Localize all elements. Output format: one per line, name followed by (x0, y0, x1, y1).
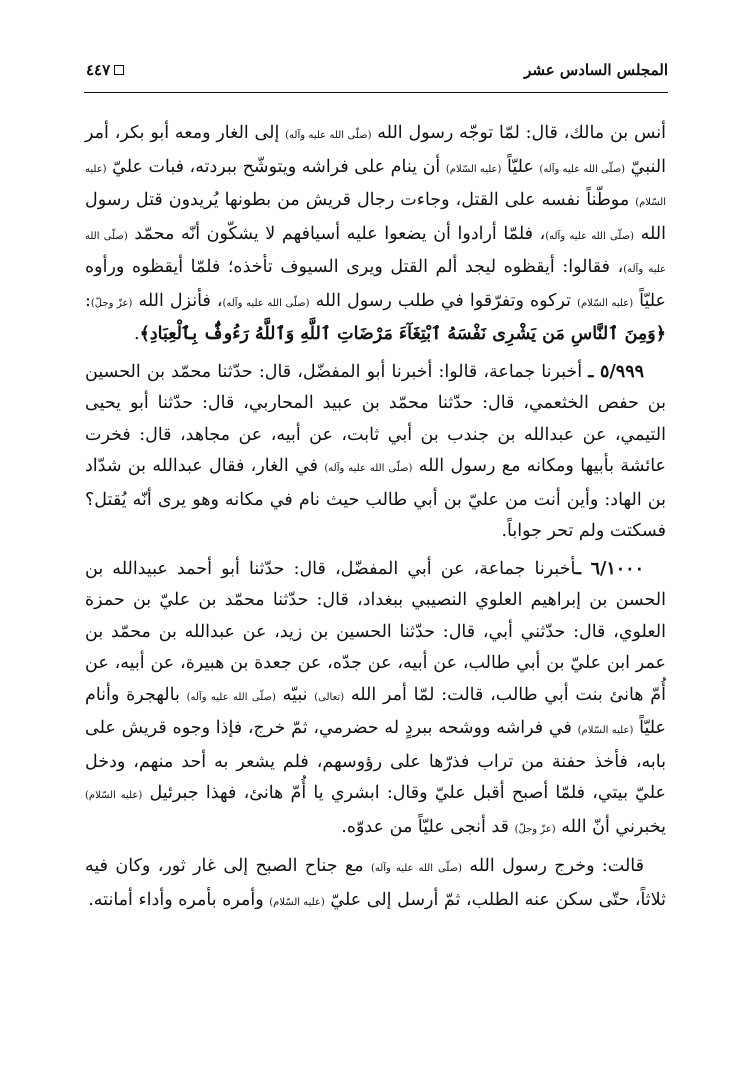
text-run: قد أنجى عليّاً من عدوّه. (341, 816, 515, 837)
text-run: موطّناً نفسه على القتل، وجاءت رجال قريش من بطونها يُريدون قتل رسول الله (85, 190, 666, 244)
hadith-number: ٥/٩٩٩ ـ (588, 361, 644, 382)
text-run: ، فأنزل الله (132, 290, 223, 311)
running-header (86, 58, 668, 82)
honorific: (عليه السّلام) (577, 725, 634, 736)
honorific: (صلّى الله عليه وآله) (85, 230, 666, 275)
text-run: في فراشه ووشحه ببردٍ له حضرمي، ثمّ خرج، فإذا وجوه قريش على بابه، فأخذ حفنة من تراب فذرّها على رؤوسهم، فلم يشعر به أحد منهم، ودخل عليّ بيتي، فلمّا أصبح أقبل عليّ وقال: ابشري يا أُمّ هانئ، فهذا جبرئيل (85, 718, 667, 803)
honorific: (عزّ وجلّ) (514, 823, 556, 835)
honorific: (عليه السّلام) (85, 790, 143, 801)
chapter-title: المجلس السادس عشر (524, 61, 668, 79)
honorific: (عليه السّلام) (577, 297, 634, 309)
text-run: قالت: وخرج رسول الله (461, 856, 644, 876)
text-run: أن ينام على فراشه ويتوشّح ببردته، فبات عليّ (106, 156, 446, 177)
honorific: (صلّى الله عليه وآله) (539, 163, 626, 175)
page-number-value: ٤٤٧ (86, 61, 111, 79)
page-number (86, 61, 124, 79)
text-run: في الغار، فقال عبدالله بن شدّاد بن الهاد: وأين أنت من عليّ بن أبي طالب حيث نام في مكانه وهو يرى أنّه يُقتل؟ فسكتت ولم تحر جواباً. (85, 456, 666, 541)
header-divider (84, 92, 668, 93)
honorific: (صلّى الله عليه وآله) (370, 863, 462, 874)
text-run: أنس بن مالك، قال: لمّا توجّه رسول الله (371, 123, 666, 143)
text-run: ، فقالوا: أيقظوه ليجد ألم القتل ويرى السيوف تأخذه؛ فلمّا أيقظوه ورأوه عليّاً (85, 257, 666, 311)
paragraph-3 (85, 554, 666, 846)
square-ornament-icon (114, 65, 124, 75)
honorific: (صلّى الله عليه وآله) (222, 297, 310, 309)
main-text (85, 118, 666, 924)
text-run: عليّاً (501, 156, 540, 177)
text-run: بالهجرة وأنام عليّاً (85, 684, 666, 738)
text-run: وأمره بأمره وأداء أمانته. (88, 889, 270, 910)
text-run: يخبرني أنّ الله (555, 816, 666, 837)
text-run: نبيّه (275, 684, 315, 705)
honorific: (صلّى الله عليه وآله) (545, 230, 635, 242)
honorific: (صلّى الله عليه وآله) (324, 463, 413, 474)
honorific: (صلّى الله عليه وآله) (186, 691, 276, 703)
honorific: (صلّى الله عليه وآله) (285, 130, 372, 141)
paragraph-1 (85, 118, 666, 351)
quran-verse: ﴿وَمِنَ ٱلنَّاسِ مَن يَشْرِى نَفْسَهُ ٱبْتِغَآءَ مَرْضَاتِ ٱللَّهِ وَٱللَّهُ رَءُوفٌۢ بِٱلْعِبَادِ﴾ (139, 324, 666, 344)
text-run: . (134, 324, 140, 344)
text-run: أخبرنا جماعة، عن أبي المفضّل، قال: حدّثنا أبو أحمد عبيدالله بن الحسن بن إبراهيم العلوي النصيبي ببغداد، قال: حدّثنا محمّد بن عليّ بن حمزة العلوي، قال: حدّثني أبي، قال: حدّثنا الحسين بن زيد، عن عبدالله بن محمّد بن عمر ابن عليّ بن أبي طالب، عن أبيه، عن جدّه، عن جعدة بن هبيرة، عن أبيه، عن أُمّ هانئ بنت أبي طالب، قالت: لمّا أمر الله (85, 558, 666, 705)
text-run: إلى الغار ومعه أبو بكر، أمر النبيّ (85, 123, 667, 177)
text-run: تركوه وتفرّقوا في طلب رسول الله (309, 290, 578, 311)
honorific: (عليه السّلام) (85, 163, 666, 208)
text-run: ، فلمّا أرادوا أن يضعوا عليه أسيافهم لا يشكّون أنّه محمّد (127, 223, 546, 244)
paragraph-2 (85, 357, 666, 548)
honorific: (تعالى) (314, 691, 345, 703)
text-run: : (85, 290, 91, 311)
honorific: (عليه السّلام) (269, 896, 325, 908)
text-run: أخبرنا جماعة، قالوا: أخبرنا أبو المفضّل، قال: حدّثنا محمّد بن الحسين بن حفص الخثعمي، قال: حدّثنا محمّد بن عبيد المحاربي، قال: حدّثنا أبو يحيى التيمي، عن عبدالله بن جندب بن أبي ثابت، عن أبيه، عن مجاهد، قال: فخرت عائشة بأبيها ومكانه مع رسول الله (85, 361, 666, 476)
paragraph-4 (85, 851, 666, 918)
honorific: (عليه السّلام) (445, 163, 502, 175)
honorific: (عزّ وجلّ) (90, 297, 133, 309)
hadith-number: ٦/١٠٠٠ ـ (575, 558, 644, 579)
text-run: مع جناح الصبح إلى غار ثور، وكان فيه ثلاثاً، حتّى سكن عنه الطلب، ثمّ أرسل إلى عليّ (85, 856, 666, 910)
